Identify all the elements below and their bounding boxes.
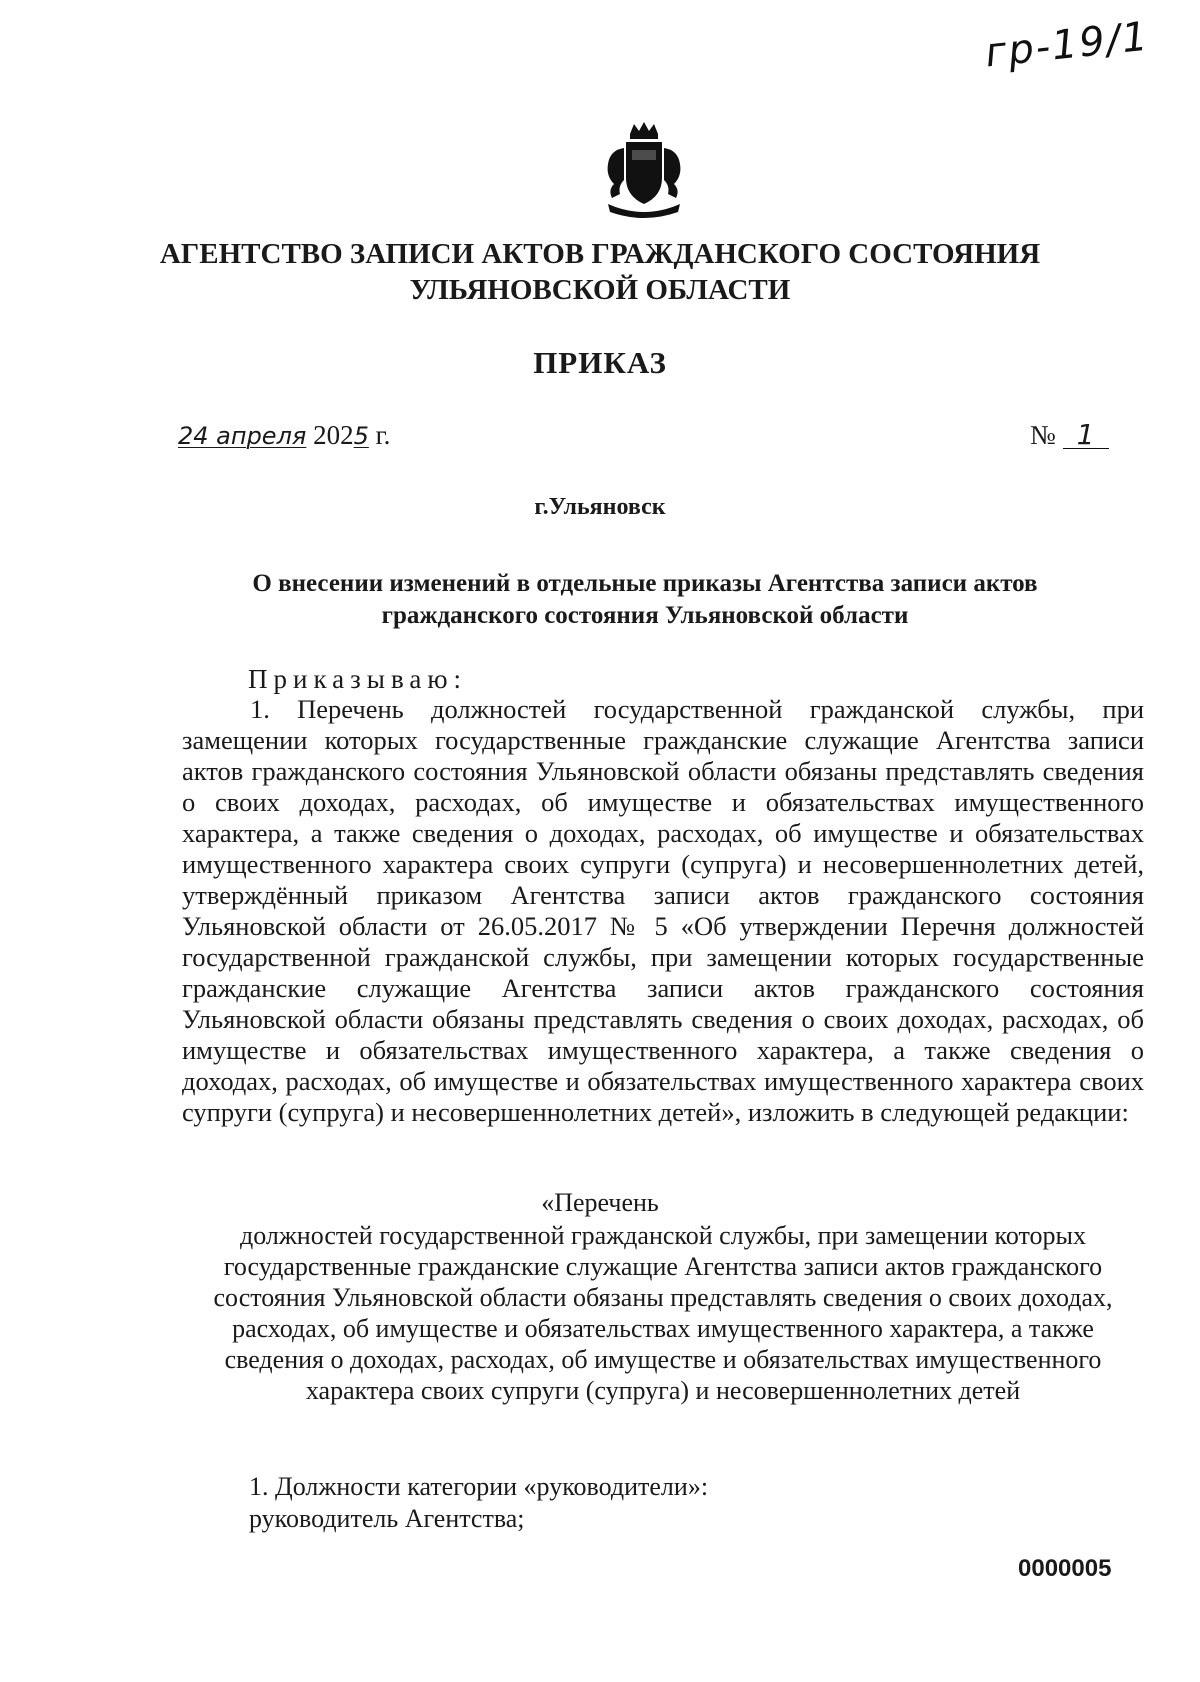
order-subject — [180, 568, 1110, 632]
list-subtitle: должностей государственной гражданской службы, при замещении которых государственные гражданские служащие Агентства записи актов гражданского состояния Ульяновской области обязаны представлять сведения о своих доходах, расходах, об имуществе и обязательствах имущественного характера, а также сведения о доходах, расходах, об имуществе и обязательствах имущественного характера своих супруги (супруга) и несовершеннолетних детей — [213, 1221, 1113, 1405]
city-name: г.Ульяновск — [534, 494, 666, 520]
handwritten-registration-note: гр-19/1 — [983, 13, 1152, 77]
number-prefix: № — [1030, 420, 1056, 450]
order-verb: Приказываю: — [248, 664, 467, 694]
date-year-prefix: 202 — [313, 420, 354, 450]
ulyanovsk-coat-of-arms-icon — [594, 120, 694, 220]
body-paragraph: 1. Перечень должностей государственной гражданской службы, при замещении которых государственные гражданские служащие Агентства записи актов гражданского состояния Ульяновской области обязаны представлять сведения о своих доходах, расходах, об имуществе и обязательствах имущественного характера, а также сведения о доходах, расходах, об имуществе и обязательствах имущественного характера своих супруги (супруга) и несовершеннолетних детей, утверждённый приказом Агентства записи актов гражданского состояния Ульяновской области от 26.05.2017 № 5 «Об утверждении Перечня должностей государственной гражданской службы, при замещении которых государственные гражданские служащие Агентства записи актов гражданского состояния Ульяновской области обязаны представлять сведения о своих доходах, расходах, об имуществе и обязательствах имущественного характера, а также сведения о доходах, расходах, об имуществе и обязательствах имущественного характера своих супруги (супруга) и несовершеннолетних детей», изложить в следующей редакции: — [182, 694, 1144, 1127]
date-suffix: г. — [375, 420, 391, 450]
agency-name-line1: АГЕНТСТВО ЗАПИСИ АКТОВ ГРАЖДАНСКОГО СОСТОЯНИЯ — [159, 238, 1041, 270]
subject-line2: гражданского состояния Ульяновской области — [381, 602, 909, 629]
list-title: «Перечень — [541, 1188, 659, 1217]
order-title: ПРИКАЗ — [533, 345, 667, 380]
handwritten-order-number: 1 — [1063, 422, 1109, 449]
item-entry: руководитель Агентства; — [249, 1504, 525, 1533]
item-heading: 1. Должности категории «руководители»: — [249, 1472, 709, 1501]
order-date — [178, 420, 390, 451]
subject-line1: О внесении изменений в отдельные приказы Агентства записи актов — [252, 570, 1038, 597]
agency-name — [0, 236, 1200, 308]
handwritten-date-day: 24 апреля — [178, 422, 307, 450]
agency-name-line2: УЛЬЯНОВСКОЙ ОБЛАСТИ — [409, 274, 791, 306]
handwritten-year-digit: 5 — [353, 422, 369, 450]
serial-number: 0000005 — [1018, 1555, 1112, 1582]
order-number — [1030, 420, 1109, 451]
